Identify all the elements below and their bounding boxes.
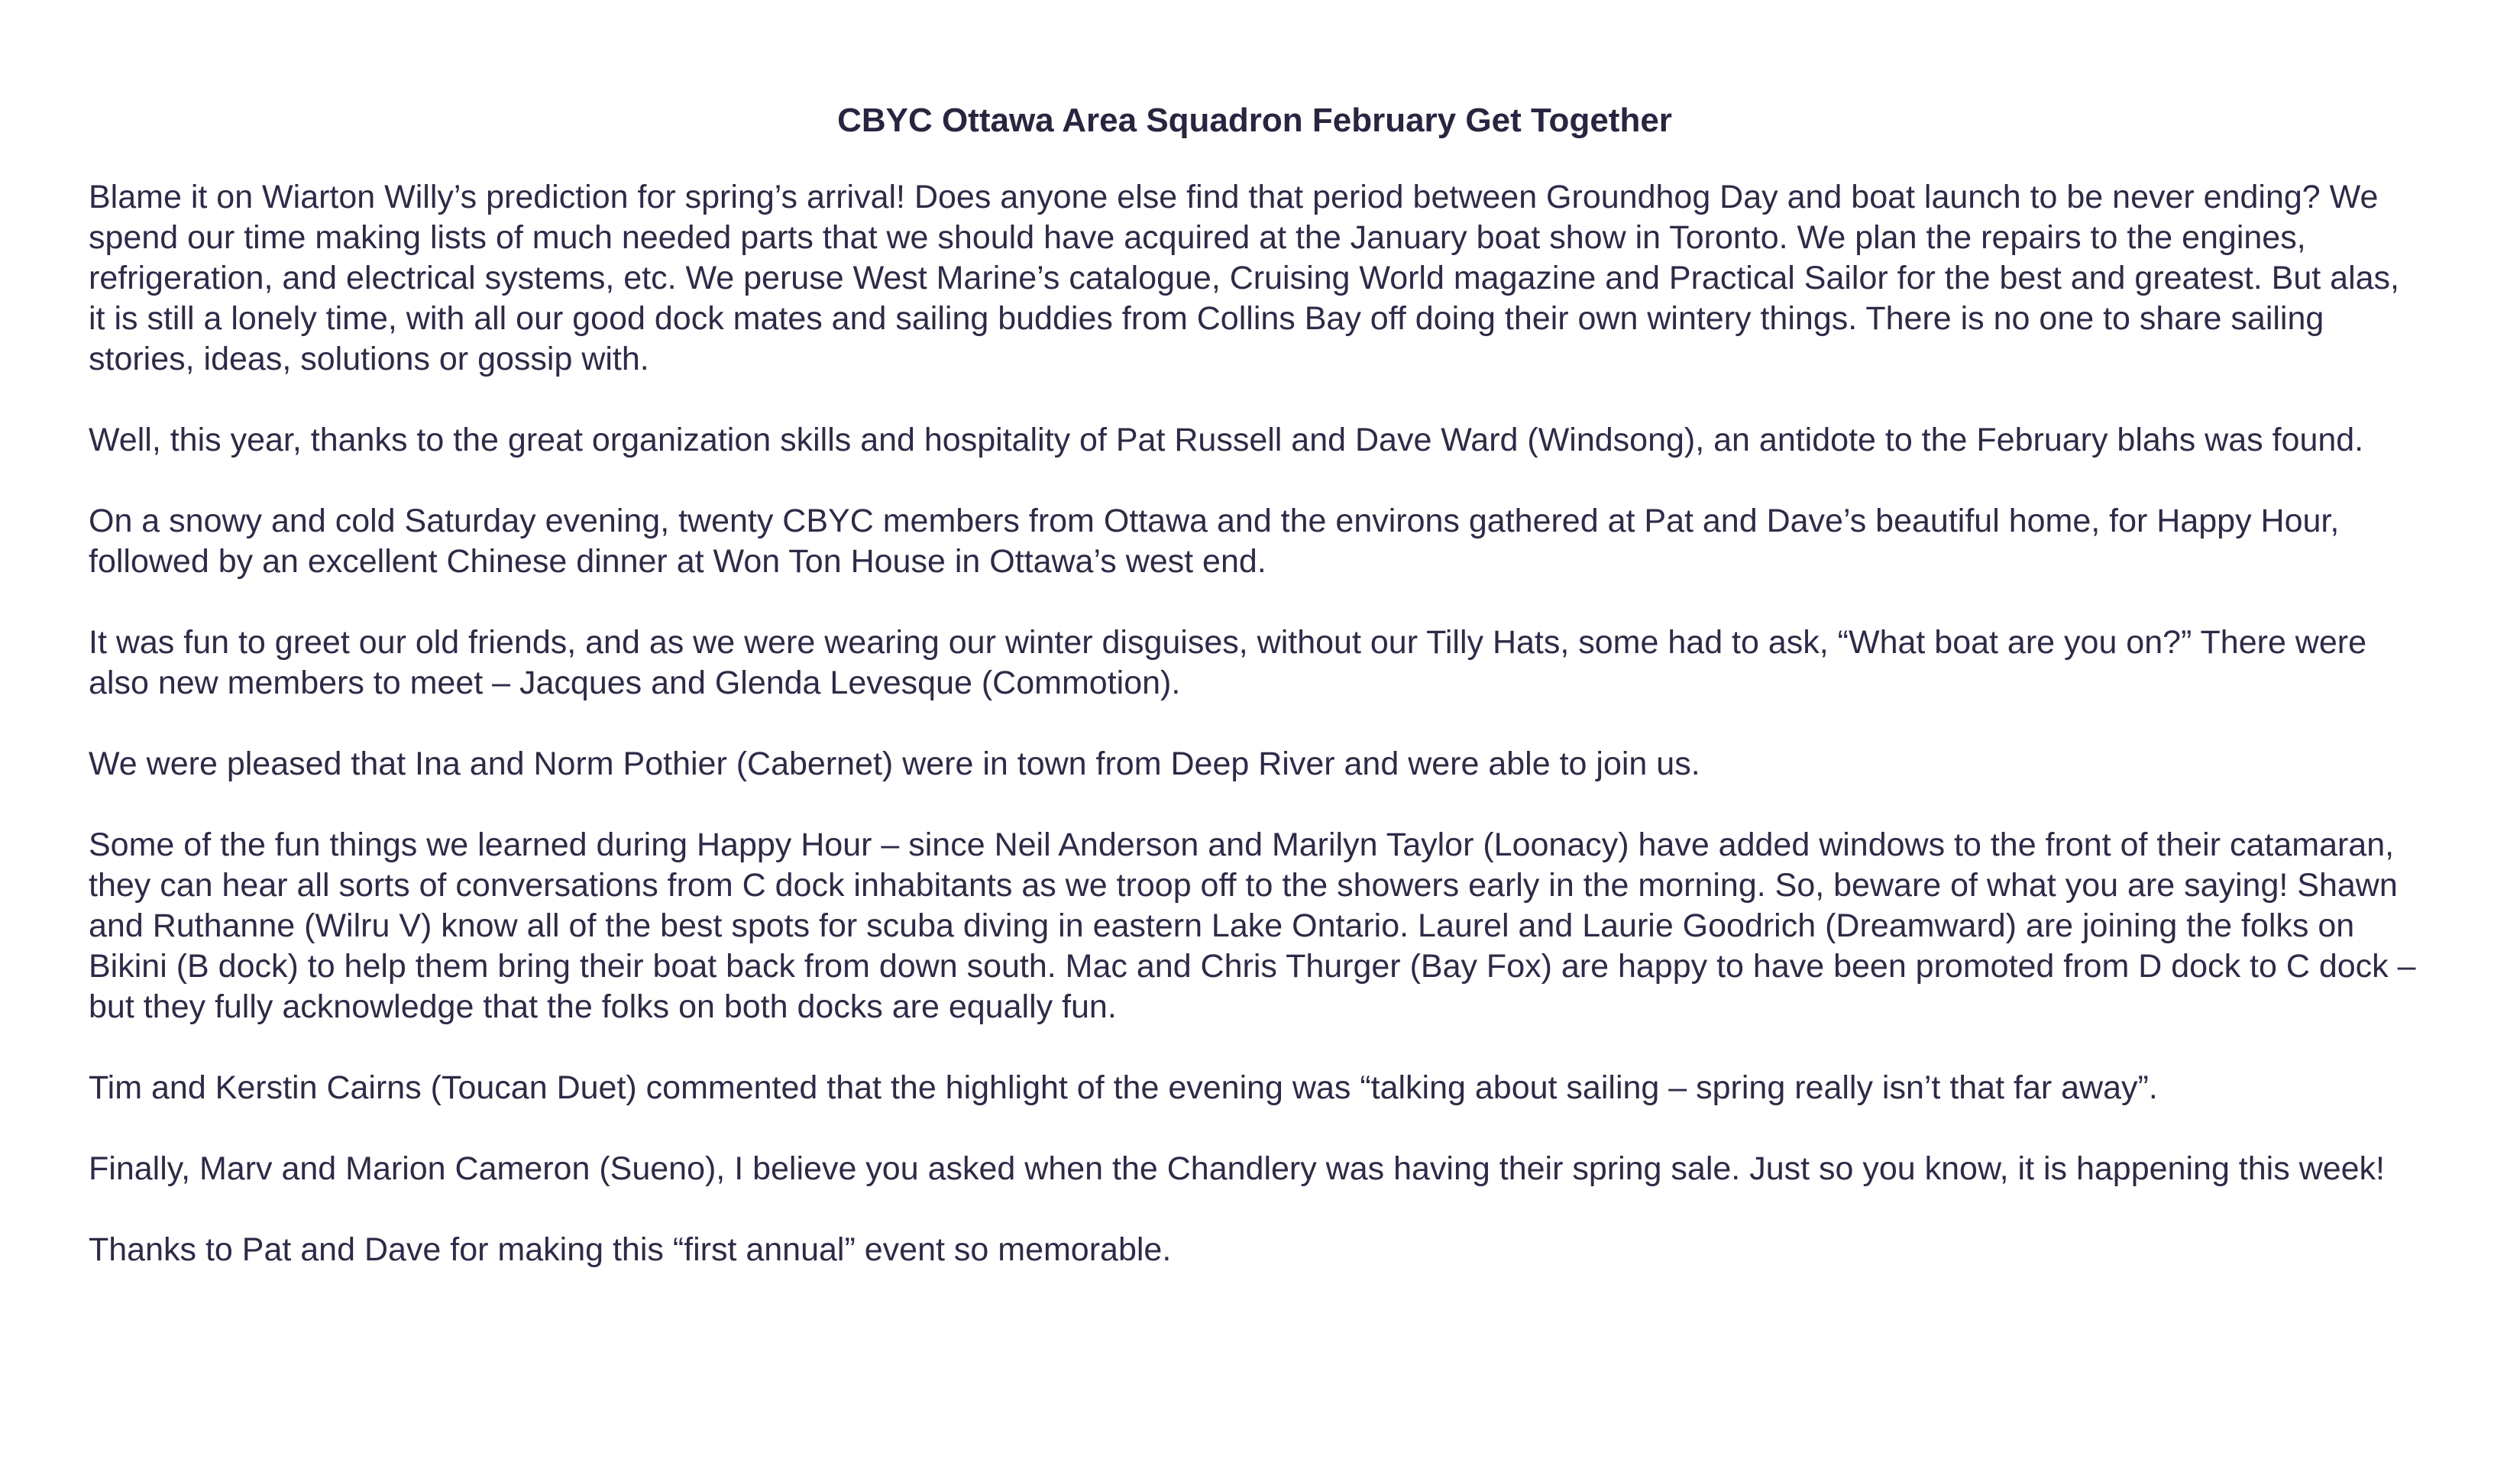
paragraph-deep-river: We were pleased that Ina and Norm Pothier (Cabernet) were in town from Deep River and were able to join us. <box>89 746 1700 782</box>
paragraph-greetings: It was fun to greet our old friends, and as we were wearing our winter disguises, without our Tilly Hats, some had to ask, “What boat are you on?” There were also new members to meet – Jacques and Glenda Levesque (Commotion). <box>89 624 2367 701</box>
paragraph-chandlery: Finally, Marv and Marion Cameron (Sueno), I believe you asked when the Chandlery was having their spring sale. Just so you know, it is happening this week! <box>89 1150 2385 1187</box>
paragraph-happy-hour: Some of the fun things we learned during Happy Hour – since Neil Anderson and Marilyn Taylor (Loonacy) have added windows to the front of their catamaran, they can hear all sorts of conversations from C dock inhabitants as we troop off to the showers early in the morning. So, beware of what you are saying! Shawn and Ruthanne (Wilru V) know all of the best spots for scuba diving in eastern Lake Ontario. Laurel and Laurie Goodrich (Dreamward) are joining the folks on Bikini (B dock) to help them bring their boat back from down south. Mac and Chris Thurger (Bay Fox) are happy to have been promoted from D dock to C dock – but they fully acknowledge that the folks on both docks are equally fun. <box>89 826 2416 1025</box>
paragraph-evening: On a snowy and cold Saturday evening, twenty CBYC members from Ottawa and the environs gathered at Pat and Dave’s beautiful home, for Happy Hour, followed by an excellent Chinese dinner at Won Ton House in Ottawa’s west end. <box>89 503 2340 580</box>
paragraph-intro: Blame it on Wiarton Willy’s prediction for spring’s arrival! Does anyone else find that period between Groundhog Day and boat launch to be never ending? We spend our time making lists of much needed parts that we should have acquired at the January boat show in Toronto. We plan the repairs to the engines, refrigeration, and electrical systems, etc. We peruse West Marine’s catalogue, Cruising World magazine and Practical Sailor for the best and greatest. But alas, it is still a lonely time, with all our good dock mates and sailing buddies from Collins Bay off doing their own wintery things. There is no one to share sailing stories, ideas, solutions or gossip with. <box>89 179 2399 377</box>
paragraph-organizers: Well, this year, thanks to the great organization skills and hospitality of Pat Russell and Dave Ward (Windsong), an antidote to the February blahs was found. <box>89 422 2364 458</box>
paragraph-thanks: Thanks to Pat and Dave for making this “first annual” event so memorable. <box>89 1231 1172 1268</box>
document-title: CBYC Ottawa Area Squadron February Get Together <box>837 102 1672 139</box>
paragraph-highlight: Tim and Kerstin Cairns (Toucan Duet) commented that the highlight of the evening was “talking about sailing – spring really isn’t that far away”. <box>89 1069 2158 1106</box>
